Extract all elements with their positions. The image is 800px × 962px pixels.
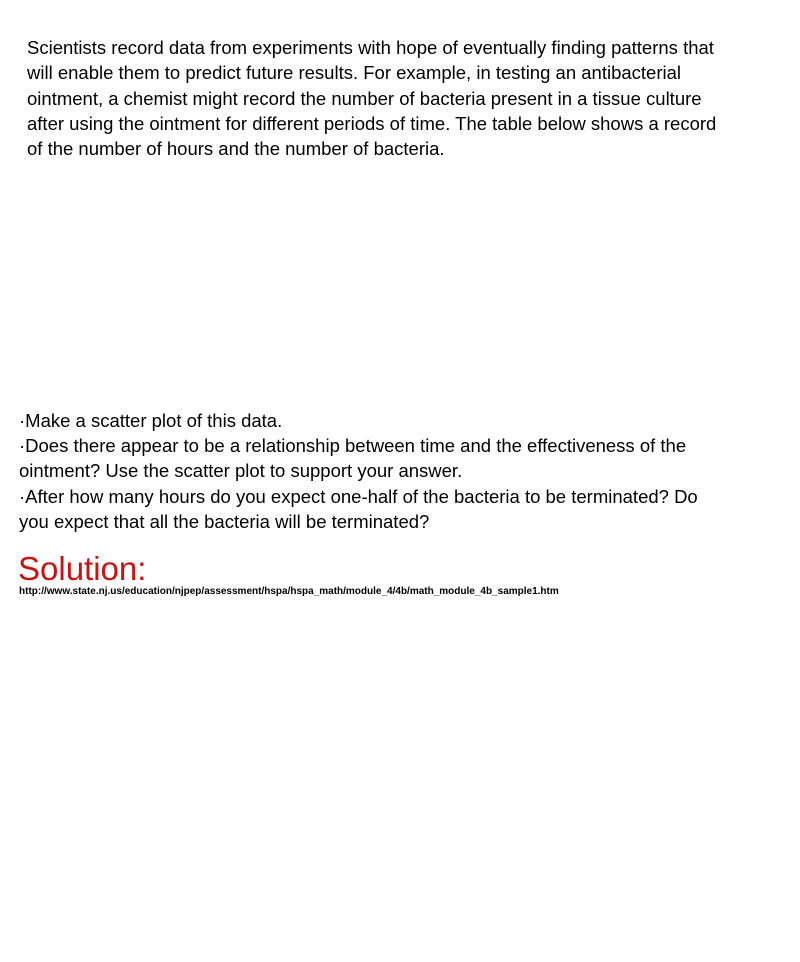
question-line: ·Does there appear to be a relationship between time and the effectiveness of the: [19, 435, 687, 456]
question-line: ·After how many hours do you expect one-half of the bacteria to be terminated? Do: [19, 486, 698, 507]
question-line: you expect that all the bacteria will be terminated?: [19, 511, 430, 532]
intro-line: ointment, a chemist might record the number of bacteria present in a tissue culture: [27, 88, 702, 109]
intro-line: after using the ointment for different periods of time. The table below shows a record: [27, 113, 717, 134]
solution-heading: Solution:: [18, 550, 147, 587]
intro-line: of the number of hours and the number of bacteria.: [27, 138, 445, 159]
intro-line: will enable them to predict future results. For example, in testing an antibacterial: [27, 62, 681, 83]
source-url-link[interactable]: http://www.state.nj.us/education/njpep/assessment/hspa/hspa_math/module_4/4b/math_module_4b_sample1.htm: [19, 586, 559, 597]
intro-line: Scientists record data from experiments with hope of eventually finding patterns that: [27, 37, 714, 58]
question-line: ointment? Use the scatter plot to support your answer.: [19, 460, 463, 481]
question-line: ·Make a scatter plot of this data.: [19, 410, 283, 431]
